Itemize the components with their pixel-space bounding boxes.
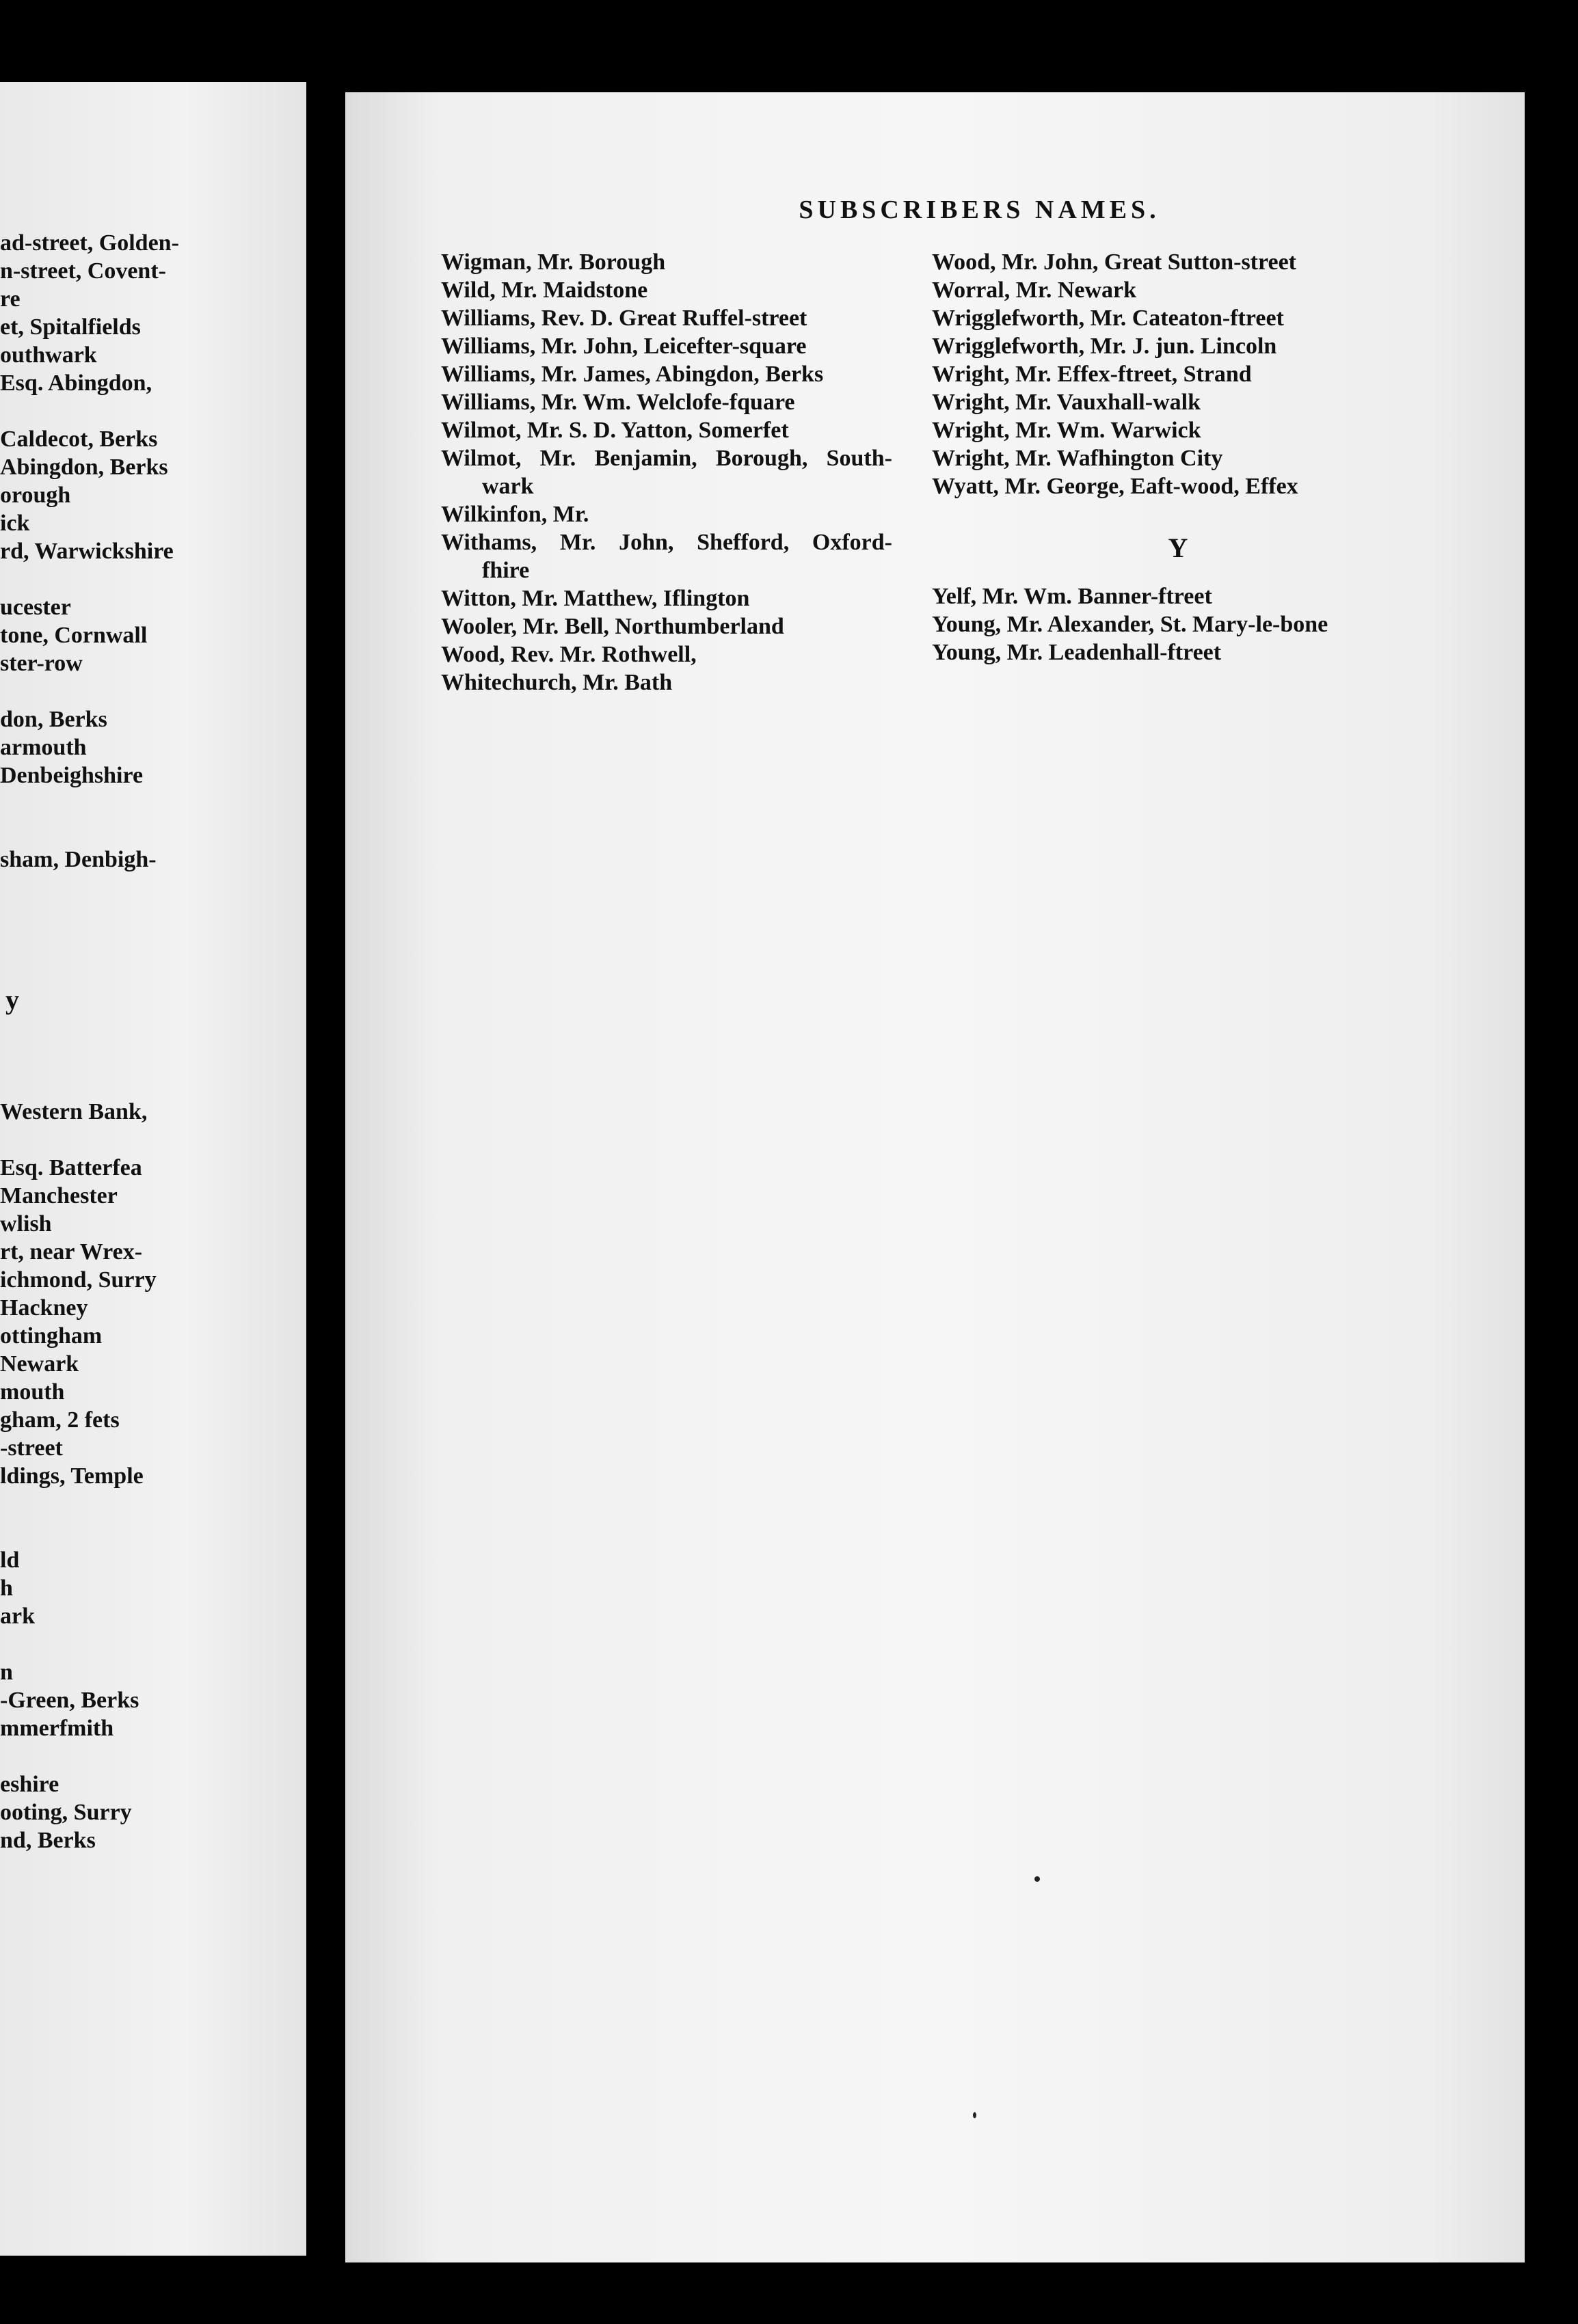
left-page-line: tone, Cornwall [0,623,148,648]
subscriber-entry [441,668,906,697]
left-page [0,82,306,2256]
left-page-line [0,958,306,986]
left-page-line: Western Bank, [0,1099,148,1124]
left-page-line: Caldecot, Berks [0,427,158,452]
left-page-line: Denbeighshire [0,763,144,788]
subscriber-name: Wood, Rev. Mr. Rothwell, [441,642,697,667]
left-page-line: ichmond, Surry [0,1267,157,1293]
left-page-line: ster-row [0,651,83,676]
left-page-line [0,1630,306,1658]
left-page-line: ottingham [0,1323,103,1349]
left-page-line: armouth [0,735,87,760]
left-page-line: Esq. Abingdon, [0,370,152,396]
subscriber-entry: Wood, Mr. John, Great Sutton-street [932,249,1296,275]
subscriber-name-continuation: fhire [482,558,530,583]
left-page-line [0,1742,306,1770]
subscriber-name: Williams, Mr. John, Leicefter-square [441,334,807,359]
left-page-line: -street [0,1435,63,1461]
left-page-line [0,902,306,930]
subscriber-name: Wilmot, Mr. S. D. Yatton, Somerfet [441,418,789,443]
left-page-line: rt, near Wrex- [0,1239,143,1265]
subscriber-entry [441,528,906,584]
subscriber-name: Williams, Mr. Wm. Welclofe-fquare [441,390,795,415]
subscriber-entry [441,304,906,332]
left-page-line: n-street, Covent- [0,258,166,284]
subscriber-entry [441,584,906,612]
section-letter-y: Y [1168,532,1188,563]
subscriber-entry: Wrigglefworth, Mr. J. jun. Lincoln [932,334,1277,359]
subscriber-entry: Young, Mr. Alexander, St. Mary-le-bone [932,612,1328,637]
left-page-line [0,1042,306,1070]
left-page-line: h [0,1576,13,1601]
subscriber-entry [441,276,906,304]
subscriber-entry: Wright, Mr. Wafhington City [932,446,1223,471]
subscriber-name: Withams, Mr. John, Shefford, Oxford- [441,530,892,555]
left-page-line: ooting, Surry [0,1800,132,1825]
left-page-line [0,1126,306,1154]
subscriber-entry [441,444,906,500]
left-page-text-column [0,229,306,1854]
left-page-line: orough [0,483,71,508]
left-page-line: ick [0,511,30,536]
ink-speck [973,2112,976,2118]
left-page-line [0,818,306,846]
subscriber-entry: Wright, Mr. Effex-ftreet, Strand [932,362,1252,387]
left-page-line [0,789,306,818]
left-page-line: re [0,286,21,312]
left-page-line: ucester [0,595,71,620]
left-page-line: n [0,1660,13,1685]
subscriber-entry [441,332,906,360]
subscriber-name: Wilmot, Mr. Benjamin, Borough, South- [441,446,892,471]
subscriber-name: Wooler, Mr. Bell, Northumberland [441,614,784,639]
subscriber-name: Williams, Mr. James, Abingdon, Berks [441,362,824,387]
left-page-line [0,1490,306,1518]
left-page-line: Esq. Batterfea [0,1155,142,1180]
left-page-line: Hackney [0,1295,88,1321]
left-page-line: ldings, Temple [0,1463,144,1489]
subscriber-name: Williams, Rev. D. Great Ruffel-street [441,306,807,331]
left-page-line: Manchester [0,1183,118,1208]
left-page-line [0,397,306,425]
subscriber-entry: Young, Mr. Leadenhall-ftreet [932,640,1222,665]
subscriber-column-right [932,248,1424,666]
left-page-line: ark [0,1604,35,1629]
left-page-line [0,874,306,902]
left-page-line: ad-street, Golden- [0,230,179,256]
left-page-line: -Green, Berks [0,1688,139,1713]
subscriber-name: Witton, Mr. Matthew, Iflington [441,586,750,611]
subscriber-entry [441,416,906,444]
subscriber-entry: Wright, Mr. Vauxhall-walk [932,390,1201,415]
left-page-line [0,1518,306,1546]
subscriber-entry: Wrigglefworth, Mr. Cateaton-ftreet [932,306,1284,331]
subscriber-name-continuation: wark [482,474,534,499]
left-page-line: rd, Warwickshire [0,539,174,564]
right-page [345,92,1525,2262]
left-page-line: gham, 2 fets [0,1407,120,1433]
subscriber-entry [441,248,906,276]
subscriber-list-y [932,582,1424,666]
subscriber-entry [441,612,906,640]
subscriber-list-w [932,248,1424,500]
left-page-line: nd, Berks [0,1828,96,1853]
left-page-line: eshire [0,1772,59,1797]
left-page-line: et, Spitalfields [0,314,141,340]
left-page-line: y [5,984,19,1015]
left-page-line: mouth [0,1379,65,1405]
left-page-line [0,565,306,593]
subscriber-name: Wilkinfon, Mr. [441,502,589,527]
left-page-line [0,677,306,705]
left-page-line [0,1014,306,1042]
left-page-line: Newark [0,1351,79,1377]
subscriber-entry [441,640,906,668]
subscriber-entry [441,388,906,416]
left-page-line: sham, Denbigh- [0,847,157,872]
subscriber-entry [441,360,906,388]
left-page-line: outhwark [0,342,97,368]
subscriber-name: Whitechurch, Mr. Bath [441,670,673,695]
left-page-line: ld [0,1548,20,1573]
subscriber-name: Wild, Mr. Maidstone [441,278,648,303]
subscriber-name: Wigman, Mr. Borough [441,249,666,275]
subscriber-entry: Wright, Mr. Wm. Warwick [932,418,1201,443]
subscriber-entry: Wyatt, Mr. George, Eaft-wood, Effex [932,474,1298,499]
left-page-line: wlish [0,1211,52,1237]
left-page-line [0,1070,306,1098]
ink-speck [1034,1876,1040,1882]
subscriber-entry: Worral, Mr. Newark [932,278,1137,303]
subscriber-entry [441,500,906,528]
left-page-line: mmerfmith [0,1716,114,1741]
page-header: SUBSCRIBERS NAMES. [799,195,1160,224]
left-page-line [0,930,306,958]
left-page-line: Abingdon, Berks [0,455,168,480]
subscriber-column-left [441,248,906,697]
subscriber-entry: Yelf, Mr. Wm. Banner-ftreet [932,584,1212,609]
left-page-line: don, Berks [0,707,107,732]
